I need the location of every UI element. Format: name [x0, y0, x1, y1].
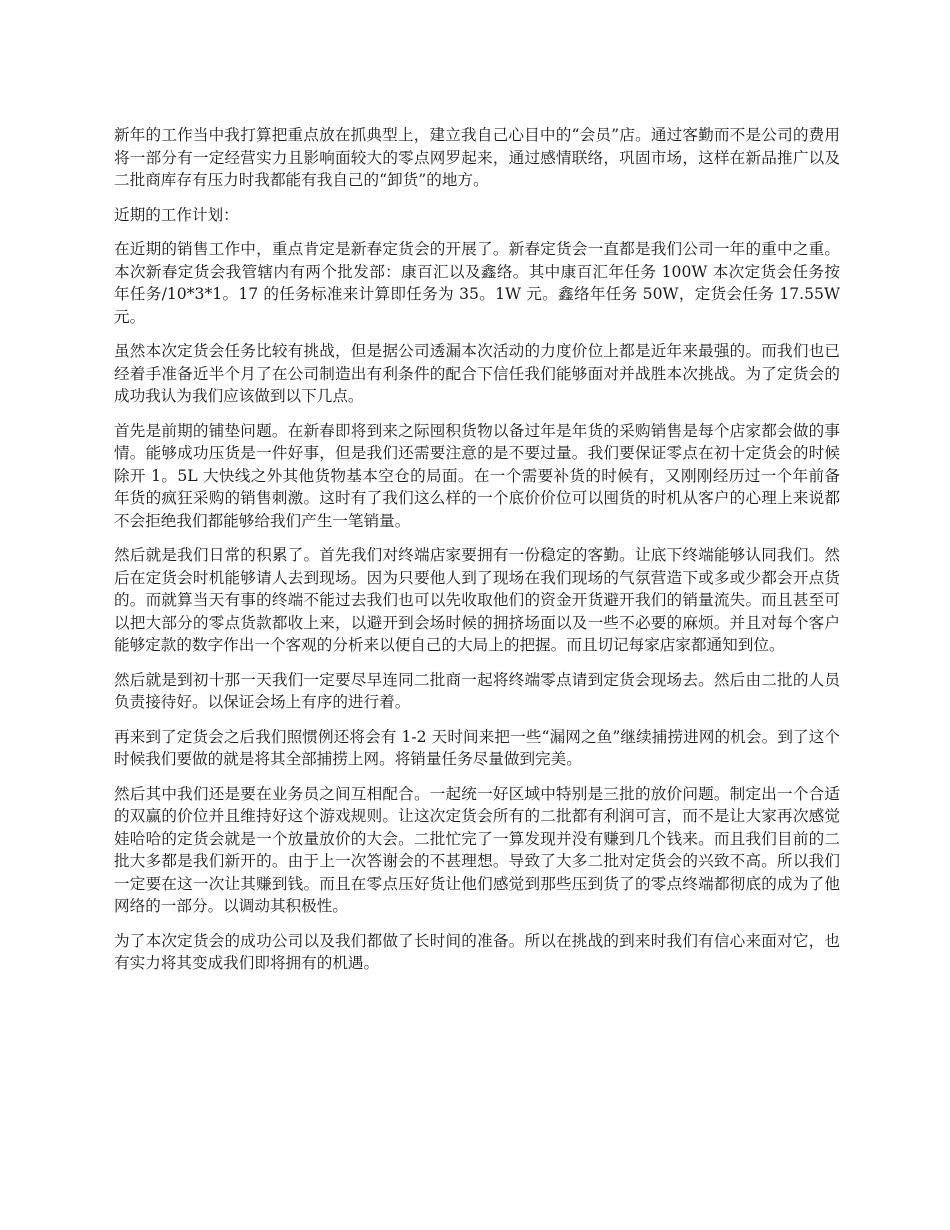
- paragraph-cooperation: 然后其中我们还是要在业务员之间互相配合。一起统一好区域中特别是三批的放价问题。制定出一个合适的双赢的价位并且维持好这个游戏规则。让这次定货会所有的二批都有利润可言，而不是让大家再次感觉娃哈哈的定货会就是一个放量放价的大会。二批忙完了一算发现并没有赚到几个钱来。而且我们目前的二批大多都是我们新开的。由于上一次答谢会的不甚理想。导致了大多二批对定货会的兴致不高。所以我们一定要在这一次让其赚到钱。而且在零点压好货让他们感觉到那些压到货了的零点终端都彻底的成为了他网络的一部分。以调动其积极性。: [114, 784, 840, 915]
- paragraph-challenge: 虽然本次定货会任务比较有挑战，但是据公司透漏本次活动的力度价位上都是近年来最强的。而我们也已经着手准备近半个月了在公司制造出有利条件的配合下信任我们能够面对并战胜本次挑战。为了定货会的成功我认为我们应该做到以下几点。: [114, 342, 840, 405]
- paragraph-spring-order-meeting: 在近期的销售工作中，重点肯定是新春定货会的开展了。新春定货会一直都是我们公司一年的重中之重。本次新春定货会我管辖内有两个批发部：康百汇以及鑫络。其中康百汇年任务 100W 本次定货会任务按年任务/10*3*1。17 的任务标准来计算即任务为 35。1W 元。鑫络年任务 50W，定货会任务 17.55W 元。: [114, 240, 840, 326]
- paragraph-groundwork: 首先是前期的铺垫问题。在新春即将到来之际囤积货物以备过年是年货的采购销售是每个店家都会做的事情。能够成功压货是一件好事，但是我们还需要注意的是不要过量。我们要保证零点在初十定货会的时候除开 1。5L 大快线之外其他货物基本空仓的局面。在一个需要补货的时候有，又刚刚经历过一个年前备年货的疯狂采购的销售刺激。这时有了我们这么样的一个底价价位可以囤货的时机从客户的心理上来说都不会拒绝我们都能够给我们产生一笔销量。: [114, 421, 840, 530]
- paragraph-focus-key-stores: 新年的工作当中我打算把重点放在抓典型上，建立我自己心目中的“会员”店。通过客勤而不是公司的费用将一部分有一定经营实力且影响面较大的零点网罗起来，通过感情联络，巩固市场，这样在新品推广以及二批商库存有压力时我都能有我自己的“卸货”的地方。: [114, 126, 840, 189]
- paragraph-daily-accumulation: 然后就是我们日常的积累了。首先我们对终端店家要拥有一份稳定的客勤。让底下终端能够认同我们。然后在定货会时机能够请人去到现场。因为只要他人到了现场在我们现场的气氛营造下或多或少都会开点货的。而就算当天有事的终端不能过去我们也可以先收取他们的资金开货避开我们的销量流失。而且甚至可以把大部分的零点货款都收上来，以避开到会场时候的拥挤场面以及一些不必要的麻烦。并且对每个客户能够定款的数字作出一个客观的分析来以便自己的大局上的把握。而且切记每家店家都通知到位。: [114, 546, 840, 654]
- document-body: [114, 124, 840, 987]
- paragraph-near-term-plan-heading: 近期的工作计划：: [114, 205, 239, 224]
- paragraph-after-meeting: 再来到了定货会之后我们照惯例还将会有 1-2 天时间来把一些“漏网之鱼”继续捕捞进网的机会。到了这个时候我们要做的就是将其全部捕捞上网。将销量任务尽量做到完美。: [114, 727, 840, 768]
- paragraph-conclusion: 为了本次定货会的成功公司以及我们都做了长时间的准备。所以在挑战的到来时我们有信心来面对它，也有实力将其变成我们即将拥有的机遇。: [114, 931, 840, 972]
- paragraph-meeting-day: 然后就是到初十那一天我们一定要尽早连同二批商一起将终端零点请到定货会现场去。然后由二批的人员负责接待好。以保证会场上有序的进行着。: [114, 670, 840, 711]
